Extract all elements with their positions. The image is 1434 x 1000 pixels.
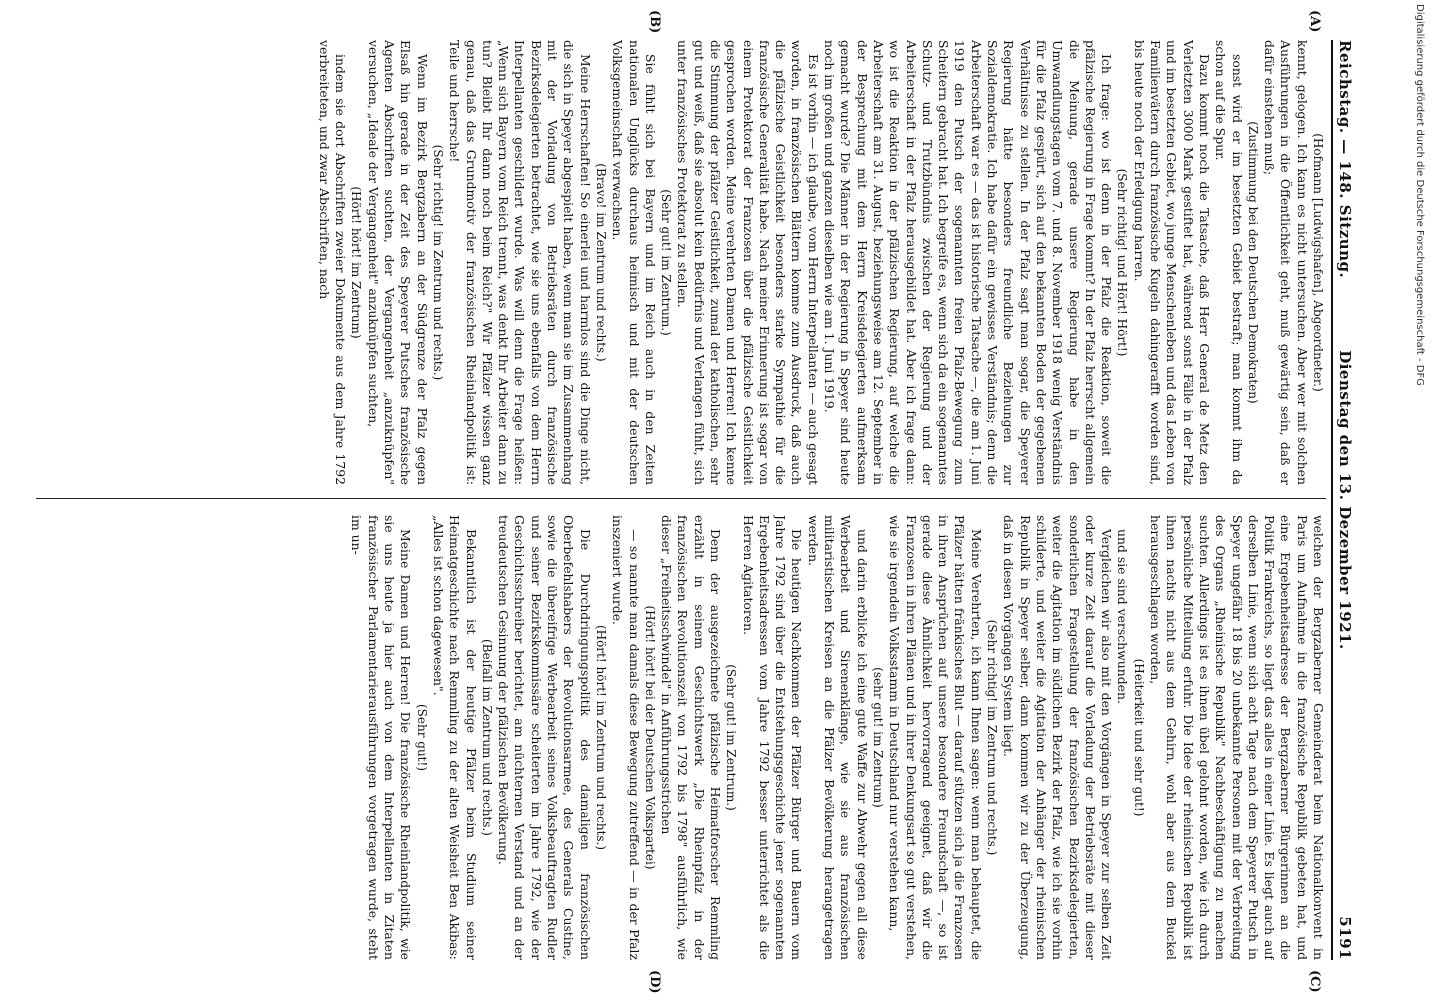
left-column-paragraph: Sie fühlt sich bei Bayern und im Reich auch in den Zeiten nationalen Unglücks durchaus heimisch und mit der deutschen Volksgemeinschaft verwachsen. [610, 40, 658, 485]
right-column-paragraph: (Heiterkeit und sehr gut!) [1131, 658, 1146, 817]
left-column-paragraph: (Zustimmung bei den Deutschen Demokraten) [1245, 121, 1260, 404]
right-column-paragraph: (Sehr richtig! im Zentrum und rechts.) [985, 619, 1000, 856]
margin-mark-b: (B) [647, 10, 662, 34]
right-column [36, 515, 1326, 960]
left-column-paragraph: (Hört! hört! im Zentrum) [349, 186, 364, 339]
left-column-paragraph: sonst wird er im besetzten Gebiet bestraft; man kommt ihm da schon auf die Spur. [1213, 40, 1245, 485]
left-column-paragraph: Wenn im Bezirk Bergzabern an der Südgrenze der Pfalz gegen Elsaß hin gerade in der Zeit des Speyerer Putsches französische Agenten Abschriften suchten, der Vergangenheit „anzuknüpfen" versuchen, „Ideale der Vergangenheit" anzuknüpfen suchten, [365, 40, 430, 485]
text-columns [36, 40, 1326, 960]
right-column-paragraph: Die heutigen Nachkommen der Pfälzer Bürger und Bauern vom Jahre 1792 sind über die Entstehungsgeschichte jener sogenannten Ergebenheitsadressen vom Jahre 1792 besser unterrichtet als die Herren Agitatoren. [740, 515, 805, 960]
left-column-paragraph: Dazu kommt noch die Tatsache, daß Herr General de Metz den Verletzten 3000 Mark gestiftet hat, während sonst Fälle in der Pfalz und im besetzten Gebiet, wo junge Menschenleben und das Leben von Familienvätern durch französische Kugeln dahingerafft worden sind, bis heute noch der Erledigung harren. [1131, 40, 1212, 485]
dfg-credit-label: Digitalisierung gefördert durch die Deutsche Forschungsgemeinschaft - DFG [1414, 4, 1425, 387]
right-column-paragraph: und darin erblicke ich eine gute Waffe zur Abwehr gegen all diese Werbearbeit und Sirenenklänge, wie sie aus französischen militaristischen Kreisen an die Pfälzer Bevölkerung herangetragen werden. [805, 515, 870, 960]
dfg-credit-strip [1408, 4, 1430, 764]
margin-mark-d: (D) [647, 970, 662, 994]
right-column-paragraph: (Hört! hört! im Zentrum und rechts.) [593, 624, 608, 851]
right-column-paragraph: Meine Verehrten, ich kann Ihnen sagen: wenn man behauptet, die Pfälzer hätten fränkisches Blut — darauf stützen sich ja die Franzosen in ihren Ansprüchen auf unsere besondere Freundschaft —, so ist gerade diese Ähnlichkeit hervorragend geeignet, daß wir die Franzosen in ihren Plänen und in ihrer Denkungsart so gut verstehen, wie sie irgendein Volksstamm in Deutschland nur verstehen kann, [887, 515, 984, 960]
right-column-paragraph: und sie sind verschwunden. [1115, 529, 1131, 704]
right-column-paragraph: Denn der ausgezeichnete pfälzische Heimatforscher Remmling erzählt in seinem Geschichtswerk „Die Rheinpfalz in der französischen Revolutionszeit von 1792 bis 1798" ausführlich, wie dieser „Freiheitsschwindel" in Anführungsstrichen [659, 515, 724, 960]
left-column-paragraph: (Sehr richtig! im Zentrum und rechts.) [430, 144, 445, 381]
right-column-paragraph: (sehr gut! im Zentrum) [870, 667, 885, 808]
left-column-paragraph: Ich frage: wo ist denn in der Pfalz die Reaktion, soweit die pfälzische Regierung in Frage kommt? In der Pfalz herrscht allgemein die Meinung, gerade unsere Regierung habe in den Umwandlungstagen vom 7. und 8. November 1918 wenig Verständnis für die Pfalz gespürt, sich auf den bekannten Boden der gegebenen Verhältnisse zu stellen. In der Pfalz sagt man sogar, die Speyerer Regierung hätte besonders freundliche Beziehungen zur Sozialdemokratie. Ich habe dafür ein gewisses Verständnis; denn die Arbeiterschaft war es — das ist historische Tatsache —, die am 1. Juni 1919 den Putsch der sogenannten freien Pfalz-Bewegung zum Scheitern gebracht hat. Ich begreife es, wenn sich da ein sogenanntes Schutz- und Trutzbündnis zwischen der Regierung und der Arbeiterschaft in der Pfalz herausgebildet hat. Aber ich frage dann: wo ist die Reaktion in der pfälzischen Regierung, auf welche die Arbeiterschaft am 31. August, beziehungsweise am 12. September in der Besprechung mit dem Herrn Kreisdelegierten aufmerksam gemacht wurde? Die Männer in der Regierung in Speyer sind heute noch im großen und ganzen dieselben wie am 1. Juni 1919. [822, 40, 1115, 485]
margin-mark-c: (C) [1307, 970, 1322, 993]
right-column-paragraph: welchen der Bergzaberner Gemeinderat beim Nationalkonvent in Paris um Aufnahme in die französische Republik gebeten hat, und eine Ergebenheitsadresse der Bergzaberner Bürgerinnen an die Politik Frankreichs, so liegt das alles in einer Linie. Es liegt auch auf derselben Linie, wenn sich acht Tage nach dem Speyerer Putsch in Speyer ungefähr 18 bis 20 unbekannte Personen mit der Verbreitung des Organs „Rheinische Republik" Nachbeschäftigung zu machen suchten. Allerdings ist es ihnen übel gelohnt worden, wie ich durch persönliche Mitteilung erfuhr. Die Idee der rheinischen Republik ist ihnen nachts nicht aus dem Gehirn, wohl aber aus dem Buckel herausgeschlagen worden, [1148, 515, 1326, 960]
left-column-paragraph: Es ist vorhin — ich glaube, vom Herrn Interpellanten — auch gesagt worden, in französischen Blättern komme zum Ausdruck, daß auch die pfälzische Geistlichkeit besonders starke Sympathie für die französische Generalität habe. Nach meiner Erinnerung ist sogar von einem Protektorat der Franzosen über die pfälzische Geistlichkeit gesprochen worden. Meine verehrten Damen und Herren! Ich kenne die Stimmung der pfälzer Geistlichkeit, zumal der katholischen, sehr gut und weiß, daß sie absolut kein Bedürfnis und Verlangen fühlt, sich unter französisches Protektorat zu stellen. [675, 40, 821, 485]
left-column [36, 40, 1326, 485]
left-column-paragraph: (Bravo! im Zentrum und rechts.) [593, 163, 608, 362]
column-rule [36, 498, 1326, 499]
left-column-paragraph: (Hofmann [Ludwigshafen], Abgeordneter.) [1311, 133, 1325, 392]
header-left: Reichstag. — 148. Sitzung. [1336, 40, 1354, 279]
right-column-paragraph: Vergleichen wir also mit den Vorgängen in Speyer zur selben Zeit oder kurze Zeit darauf die Vorladung der Betriebsräte mit dieser sonderlichen Fragestellung der französischen Bezirksdelegierten, weiter die Agitation im südlichen Bezirk der Pfalz, wie ich sie vorhin schilderte, und weiter die Agitation der Anhänger der rheinischen Republik in Speyer selber, dann kommen wir zu der Überzeugung, daß in diesen Vorgängen System liegt. [1001, 515, 1115, 960]
dfg-credit-text [1408, 4, 1430, 764]
right-column-paragraph: Meine Damen und Herren! Die französische Rheinlandpolitik, wie sie uns heute ja hier auch von dem Interpellanten in Zitaten französischer Parlamentarierausführungen vorgetragen wurde, steht im un- [349, 515, 414, 960]
right-column-paragraph: (Hört! hört! bei der Deutschen Volkspartei) [642, 605, 657, 870]
header-date: Dienstag den 13. Dezember 1921. [1336, 350, 1354, 650]
left-column-paragraph: (Sehr richtig! und Hört! Hört!) [1115, 168, 1130, 357]
right-column-paragraph: (Sehr gut! im Zentrum.) [724, 664, 739, 811]
margin-mark-a: (A) [1307, 10, 1322, 33]
right-column-paragraph: — so nannte man damals diese Bewegung zutreffend — in der Pfalz inszeniert wurde. [610, 515, 642, 960]
right-column-paragraph: Die Durchdringungspolitik des damaligen französischen Oberbefehlshabers der Revolutionsarmee, des Generals Custine, sowie die übereifrige Werbearbeit seines Volksbeauftragten Rudler und seiner Bezirkskommissäre scheiterten im Jahre 1792, wie der Geschichtsschreiber berichtet, am nüchternen Verstand und an der treudeutschen Gesinnung der pfälzischen Bevölkerung. [496, 515, 593, 960]
left-column-paragraph: Meine Herrschaften! So einerlei und harmlos sind die Dinge nicht, die sich in Speyer abgespielt haben, wenn man sie im Zusammenhang mit der Vorladung von Betriebsräten durch französische Bezirksdelegierten betrachtet, wie sie uns ebenfalls von dem Herrn Interpellanten geschildert wurde. Was will denn die Frage heißen: „Wenn sich Bayern vom Reich trennt, was denkt Ihr Arbeiter dann zu tun? Bleibt Ihr dann noch beim Reich?" Wir Pfälzer wissen ganz genau, daß das Grundmotiv der französischen Rheinlandpolitik ist: Teile und herrsche! [447, 40, 593, 485]
right-column-paragraph: (Sehr gut!) [414, 703, 429, 772]
left-column-paragraph: kennt, gelogen. Ich kann es nicht untersuchen. Aber wer mit solchen Ausführungen in die Öffentlichkeit geht, muß gewärtig sein, daß er dafür einstehen muß; [1262, 40, 1310, 485]
page-header [1331, 40, 1362, 960]
left-column-paragraph: (Sehr gut! im Zentrum.) [659, 189, 674, 336]
right-column-paragraph: (Beifall im Zentrum und rechts.) [479, 639, 494, 836]
right-column-paragraph: Bekanntlich ist der heutige Pfälzer beim Studium seiner Heimatgeschichte nach Remmling zu der alten Weisheit Ben Akibas: „Alles ist schon dagewesen". [430, 515, 479, 960]
document-page [32, 10, 1362, 994]
left-column-paragraph: indem sie dort Abschriften zweier Dokumente aus dem Jahre 1792 verbreiteten, und zwar Abschriften, nach [316, 40, 349, 485]
page-number: 5191 [1336, 916, 1354, 960]
